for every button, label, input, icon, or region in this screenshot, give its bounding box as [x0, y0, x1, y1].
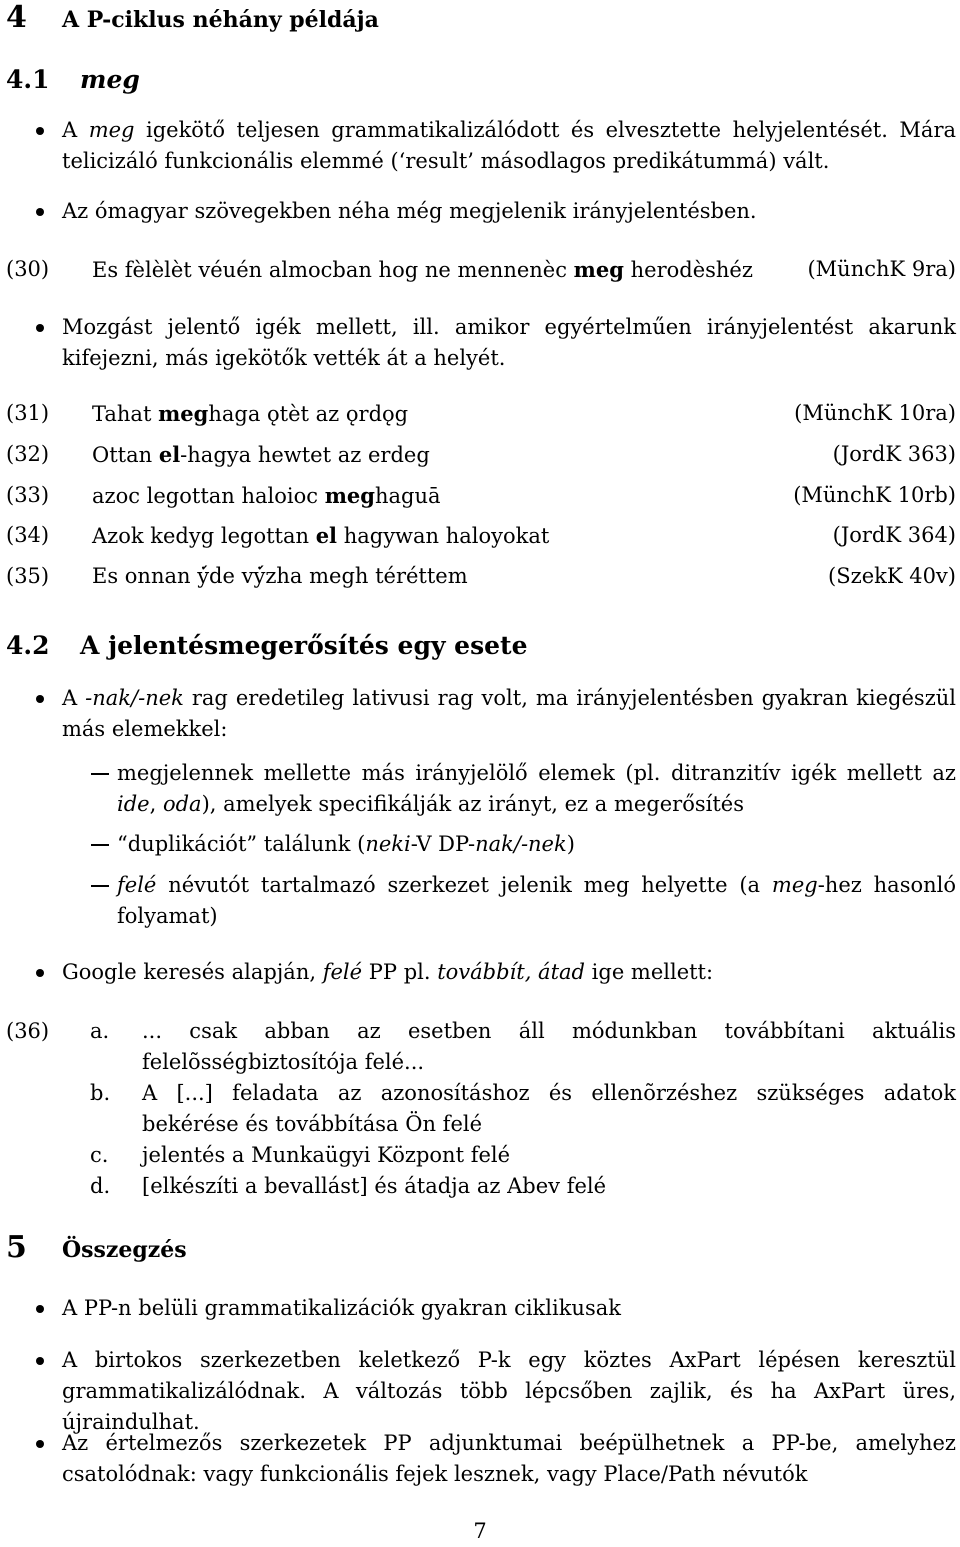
example-source: (MünchK 9ra)	[807, 257, 956, 281]
example-number: (32)	[6, 442, 50, 466]
bullet-nak-nek: A -nak/-nek rag eredetileg lativusi rag volt, ma irányjelentésben gyakran kiegészül más elemekkel:	[62, 683, 956, 745]
example-number: (35)	[6, 564, 50, 588]
section-number: 4	[6, 0, 27, 35]
example-number: (31)	[6, 401, 50, 425]
example-source: (JordK 364)	[832, 523, 956, 547]
example-subitem-a: a. ... csak abban az esetben áll módunkban továbbítani aktuális felelõsségbiztosítója felé...	[90, 1019, 956, 1074]
subsection-title: meg	[80, 65, 140, 94]
example-subitem-b: b. A [...] feladata az azonosításhoz és ellenõrzéshez szükséges adatok bekérése és továbbítása Ön felé	[90, 1081, 956, 1136]
example-number: (36)	[6, 1019, 50, 1043]
bullet-birtokos: A birtokos szerkezetben keletkező P-k egy köztes AxPart lépésen keresztül grammatikalizálódnak. A változás több lépcsőben zajlik, és ha AxPart üres, újraindulhat.	[62, 1345, 956, 1438]
section-title: A P-ciklus néhány példája	[62, 7, 379, 33]
example-source: (MünchK 10ra)	[794, 401, 956, 425]
bullet-google: Google keresés alapján, felé PP pl. továbbít, átad ige mellett:	[62, 957, 956, 988]
example-source: (MünchK 10rb)	[793, 483, 956, 507]
example-32	[6, 439, 956, 470]
example-33	[6, 480, 956, 511]
subsection-title: A jelentésmegerősítés egy esete	[80, 631, 528, 660]
example-number: (33)	[6, 483, 50, 507]
bullet-mozgast: Mozgást jelentő igék mellett, ill. amikor egyértelműen irányjelentést akarunk kifejezni, más igekötők vették át a helyét.	[62, 312, 956, 374]
dash-item-fele: felé névutót tartalmazó szerkezet jelenik meg helyette (a meg-hez hasonló folyamat)	[117, 870, 956, 932]
example-subitem-c: c. jelentés a Munkaügyi Központ felé	[90, 1143, 511, 1167]
example-31	[6, 398, 956, 429]
example-text: Es onnan ẏ́de vẏ́zha megh téréttem	[92, 564, 468, 588]
section-number: 5	[6, 1230, 27, 1265]
example-source: (SzekK 40v)	[828, 564, 956, 588]
example-number: (34)	[6, 523, 50, 547]
subsection-number: 4.1	[6, 65, 50, 94]
example-source: (JordK 363)	[832, 442, 956, 466]
subsection-number: 4.2	[6, 631, 50, 660]
subsection-heading-4-2	[6, 630, 528, 661]
example-text: azoc legottan haloioc meghaguā	[92, 483, 441, 508]
example-text: Tahat meghaga ǫtèt az ǫrdǫg	[92, 401, 409, 426]
example-text: Ottan el-hagya hewtet az erdeg	[92, 442, 430, 467]
example-text: Azok kedyg legottan el hagywan haloyokat	[92, 523, 550, 548]
section-heading-5	[6, 1232, 187, 1266]
bullet-omagyar: Az ómagyar szövegekben néha még megjelenik irányjelentésben.	[62, 196, 956, 227]
subsection-heading-4-1	[6, 64, 140, 95]
example-text: Es fèlèlèt véuén almocban hog ne mennenèc meg herodèshéz	[92, 257, 753, 282]
example-subitem-d: d. [elkészíti a bevallást] és átadja az Abev felé	[90, 1174, 607, 1198]
dash-item-megjelennek: megjelennek mellette más irányjelölő elemek (pl. ditranzitív igék mellett az ide, oda), amelyek specifikálják az irányt, ez a megerősítés	[117, 758, 956, 820]
example-30	[6, 254, 956, 285]
example-34	[6, 520, 956, 551]
example-35	[6, 561, 956, 592]
bullet-meg-igekoto: A meg igekötő teljesen grammatikalizálódott és elvesztette helyjelentését. Mára telicizáló funkcionális elemmé (‘result’ másodlagos predikátummá) vált.	[62, 115, 956, 177]
example-number: (30)	[6, 257, 50, 281]
example-36	[6, 1016, 956, 1202]
bullet-ciklikusak: A PP-n belüli grammatikalizációk gyakran ciklikusak	[62, 1293, 956, 1324]
bullet-ertelmezos: Az értelmezős szerkezetek PP adjunktumai beépülhetnek a PP-be, amelyhez csatolódnak: vagy funkcionális fejek lesznek, vagy Place/Path névutók	[62, 1428, 956, 1490]
dash-item-duplikacio: “duplikációt” találunk (neki-V DP-nak/-nek)	[117, 829, 956, 860]
page-number: 7	[473, 1519, 487, 1543]
section-title: Összegzés	[62, 1237, 187, 1263]
section-heading-4	[6, 2, 379, 36]
